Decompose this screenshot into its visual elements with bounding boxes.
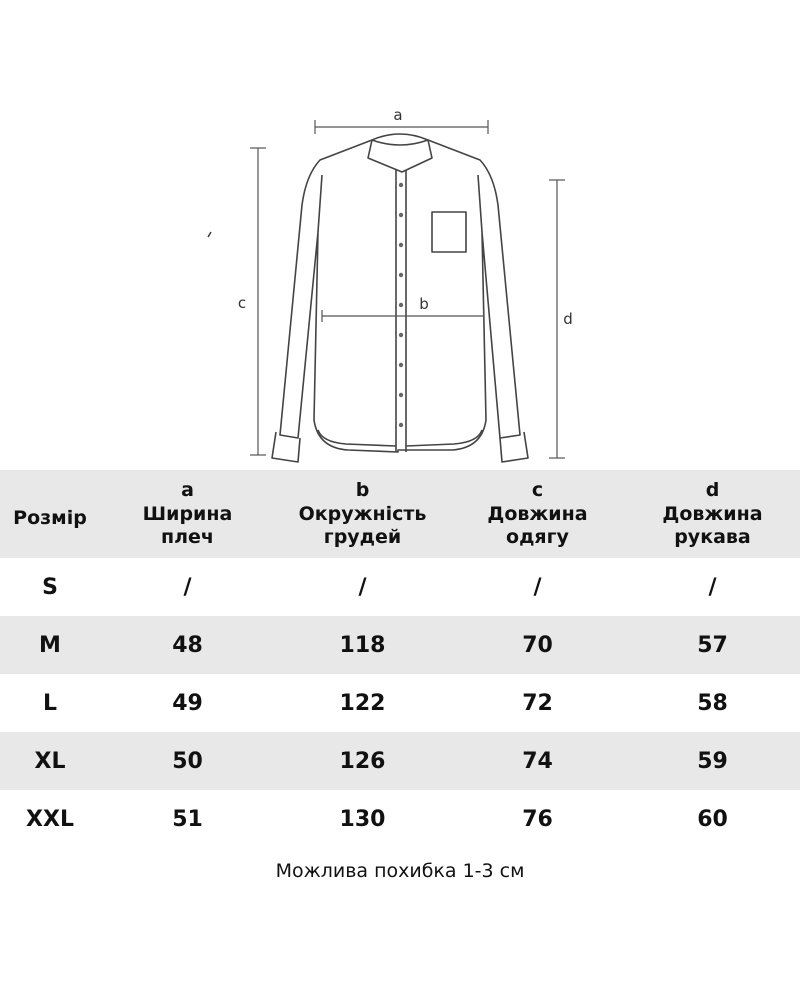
table-row: [0, 732, 800, 790]
tolerance-note: Можлива похибка 1-3 см: [275, 860, 525, 882]
column-letter: a: [181, 479, 194, 501]
placket-buttons: [399, 183, 403, 427]
size-header-cell: [0, 499, 100, 529]
column-name: Довжина рукава: [662, 503, 763, 548]
value-cell: 76: [522, 806, 553, 832]
value-cell: 130: [339, 806, 386, 832]
value-cell: 57: [697, 632, 728, 658]
label-b: b: [419, 295, 429, 313]
column-name: Ширина плеч: [142, 503, 233, 548]
value-cell: 58: [697, 690, 728, 716]
size-cell: S: [42, 574, 58, 600]
column-name: Довжина одягу: [487, 503, 588, 548]
size-cell: M: [39, 632, 61, 658]
value-cell: 59: [697, 748, 728, 774]
size-cell: L: [42, 690, 58, 716]
column-header-d: [625, 479, 800, 549]
table-header-row: [0, 470, 800, 558]
label-c: c: [237, 294, 247, 312]
value-cell: /: [183, 574, 192, 600]
value-cell: 122: [339, 690, 386, 716]
value-cell: 50: [172, 748, 203, 774]
table-row: [0, 674, 800, 732]
table-row: [0, 616, 800, 674]
label-d: d: [563, 310, 573, 328]
value-cell: /: [533, 574, 542, 600]
column-letter: b: [355, 479, 370, 501]
column-letter: c: [531, 479, 544, 501]
value-cell: 51: [172, 806, 203, 832]
column-header-c: [450, 479, 625, 549]
table-row: [0, 790, 800, 848]
table-row: [0, 558, 800, 616]
value-cell: 118: [339, 632, 386, 658]
column-name: Окружність грудей: [298, 503, 427, 548]
value-cell: 70: [522, 632, 553, 658]
column-header-a: [100, 479, 275, 549]
size-header: Розмір: [13, 507, 87, 529]
value-cell: 74: [522, 748, 553, 774]
column-header-b: [275, 479, 450, 549]
stray-mark: [208, 232, 211, 237]
size-table: [0, 470, 800, 848]
value-cell: /: [358, 574, 367, 600]
value-cell: 72: [522, 690, 553, 716]
value-cell: 48: [172, 632, 203, 658]
size-cell: XXL: [26, 806, 74, 832]
shirt-measurement-diagram: [0, 0, 800, 470]
column-letter: d: [705, 479, 720, 501]
value-cell: 126: [339, 748, 386, 774]
value-cell: 60: [697, 806, 728, 832]
size-cell: XL: [34, 748, 66, 774]
label-a: a: [393, 106, 403, 124]
value-cell: /: [708, 574, 717, 600]
value-cell: 49: [172, 690, 203, 716]
